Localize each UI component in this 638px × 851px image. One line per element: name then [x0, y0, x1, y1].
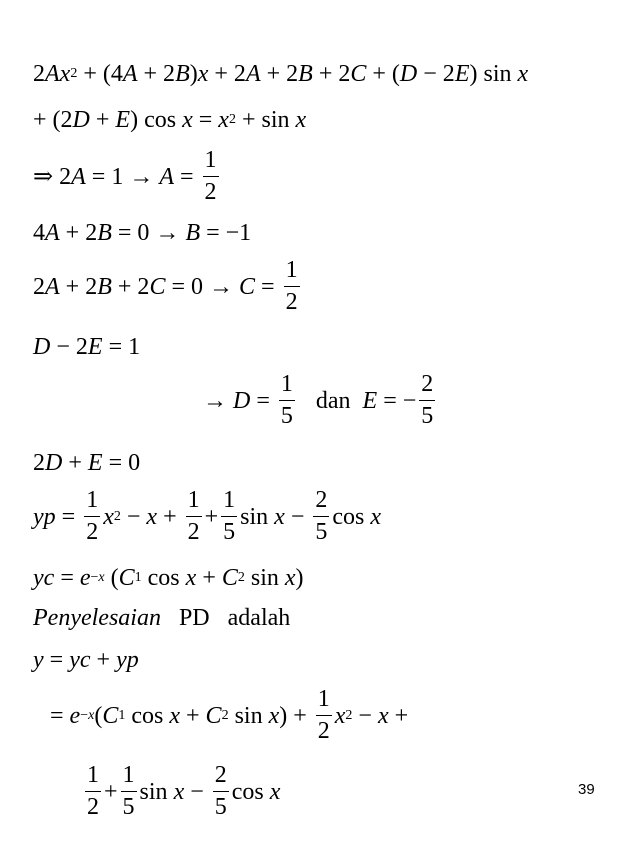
pd-word: PD — [178, 605, 210, 631]
fraction-one-half: $\frac{1}{2}$ — [204, 147, 217, 206]
fraction-one-half: $\frac{1}{2}$ — [87, 762, 99, 821]
fraction-one-half: $\frac{1}{2}$ — [317, 686, 330, 745]
penyelesaian-word: Penyelesaian — [33, 605, 161, 631]
fraction-two-fifths: $\frac{2}{5}$ — [214, 762, 227, 821]
dan-word: dan — [315, 387, 351, 414]
equation-line-11 — [33, 606, 290, 630]
equation-line-1: 2 Ax 2 + (4 A + 2 B ) x + 2 A + 2 B + 2 C + ( D − 2 E ) sin x — [33, 61, 529, 87]
fraction-one-half: $\frac{1}{2}$ — [285, 257, 298, 316]
equation-line-13: = e −x ( C 1 cos x + C 2 sin x ) + $\frac{1}{2}$ x 2 − x + — [50, 686, 409, 745]
equation-line-6: D − 2 E = 1 — [33, 334, 141, 360]
equation-line-14: $\frac{1}{2}$ + $\frac{1}{5}$ sin x − $\frac{2}{5}$ cos x — [87, 762, 281, 821]
fraction-one-half: $\frac{1}{2}$ — [187, 487, 200, 546]
page-number: 39 — [578, 781, 595, 798]
equation-line-3: ⇒ 2 A = 1 → A = $\frac{1}{2}$ — [33, 147, 217, 206]
fraction-two-fifths: $\frac{2}{5}$ — [315, 487, 328, 546]
equation-line-10: yc = e −x ( C 1 cos x + C 2 sin x ) — [33, 565, 304, 591]
fraction-one-half: $\frac{1}{2}$ — [86, 487, 99, 546]
fraction-one-fifth: $\frac{1}{5}$ — [122, 762, 135, 821]
equation-line-12: y = yc + yp — [33, 647, 139, 673]
fraction-one-fifth: $\frac{1}{5}$ — [223, 487, 236, 546]
fraction-one-fifth: $\frac{1}{5}$ — [280, 371, 293, 430]
equation-line-2: + (2 D + E ) cos x = x 2 + sin x — [33, 107, 307, 133]
equation-line-4: 4 A + 2 B = 0 → B = −1 — [33, 220, 252, 246]
adalah-word: adalah — [227, 605, 291, 631]
equation-line-5: 2 A + 2 B + 2 C = 0 → C = $\frac{1}{2}$ — [33, 257, 298, 316]
equation-line-8: 2 D + E = 0 — [33, 450, 141, 476]
equation-line-9: yp = $\frac{1}{2}$ x 2 − x + $\frac{1}{2}$ + $\frac{1}{5}$ sin x − $\frac{2}{5}$ cos x — [33, 487, 382, 546]
equation-line-7: → D = $\frac{1}{5}$ dan E = − $\frac{2}{5}$ — [203, 371, 434, 430]
fraction-two-fifths: $\frac{2}{5}$ — [421, 371, 434, 430]
